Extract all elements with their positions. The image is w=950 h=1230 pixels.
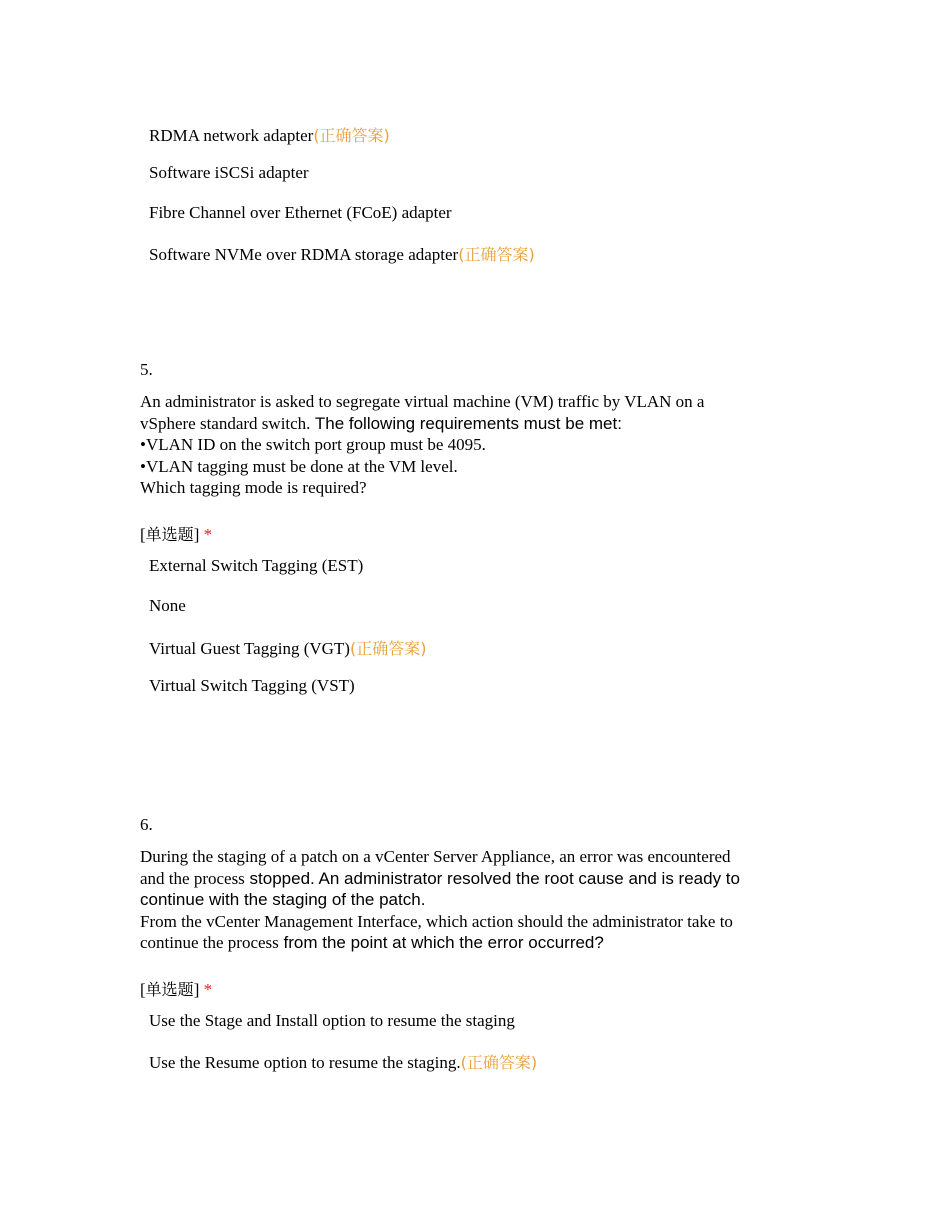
question-type-label: [单选题] * bbox=[140, 980, 213, 999]
question-line: continue with the staging of the patch. bbox=[140, 890, 426, 909]
question-text bbox=[140, 846, 820, 954]
question-line: During the staging of a patch on a vCenter Server Appliance, an error was encountered bbox=[140, 847, 731, 866]
question-type-label: [单选题] * bbox=[140, 525, 213, 544]
correct-answer-label: (正确答案) bbox=[349, 639, 427, 658]
required-mark: * bbox=[203, 525, 213, 544]
correct-answer-label: (正确答案) bbox=[458, 245, 535, 264]
correct-answer-label: (正确答案) bbox=[313, 126, 390, 145]
option-stage-and-install[interactable]: Use the Stage and Install option to resume the staging bbox=[149, 1011, 515, 1030]
question-line: •VLAN tagging must be done at the VM level. bbox=[140, 456, 458, 476]
correct-answer-label: (正确答案) bbox=[460, 1053, 538, 1072]
option-vgt[interactable]: Virtual Guest Tagging (VGT)(正确答案) bbox=[149, 639, 427, 658]
option-rdma-network-adapter[interactable]: RDMA network adapter(正确答案) bbox=[149, 126, 390, 145]
question-line: From the vCenter Management Interface, which action should the administrator take to bbox=[140, 911, 733, 931]
question-line: and the process stopped. An administrator resolved the root cause and is ready to bbox=[140, 868, 740, 888]
option-none[interactable]: None bbox=[149, 596, 186, 615]
question-number: 5. bbox=[140, 360, 153, 379]
question-line: vSphere standard switch. The following requirements must be met: bbox=[140, 413, 622, 433]
option-software-nvme-rdma-adapter[interactable]: Software NVMe over RDMA storage adapter(正确答案) bbox=[149, 245, 535, 264]
option-est[interactable]: External Switch Tagging (EST) bbox=[149, 556, 364, 575]
question-line: An administrator is asked to segregate virtual machine (VM) traffic by VLAN on a bbox=[140, 392, 705, 411]
option-software-iscsi-adapter[interactable]: Software iSCSi adapter bbox=[149, 163, 309, 182]
question-text bbox=[140, 391, 820, 499]
question-line: continue the process from the point at which the error occurred? bbox=[140, 933, 604, 952]
question-number: 6. bbox=[140, 815, 153, 834]
required-mark: * bbox=[203, 980, 213, 999]
option-fcoe-adapter[interactable]: Fibre Channel over Ethernet (FCoE) adapter bbox=[149, 203, 452, 222]
question-line: Which tagging mode is required? bbox=[140, 478, 367, 497]
option-resume[interactable]: Use the Resume option to resume the staging.(正确答案) bbox=[149, 1053, 538, 1072]
option-vst[interactable]: Virtual Switch Tagging (VST) bbox=[149, 676, 355, 695]
question-line: •VLAN ID on the switch port group must be 4095. bbox=[140, 435, 486, 454]
